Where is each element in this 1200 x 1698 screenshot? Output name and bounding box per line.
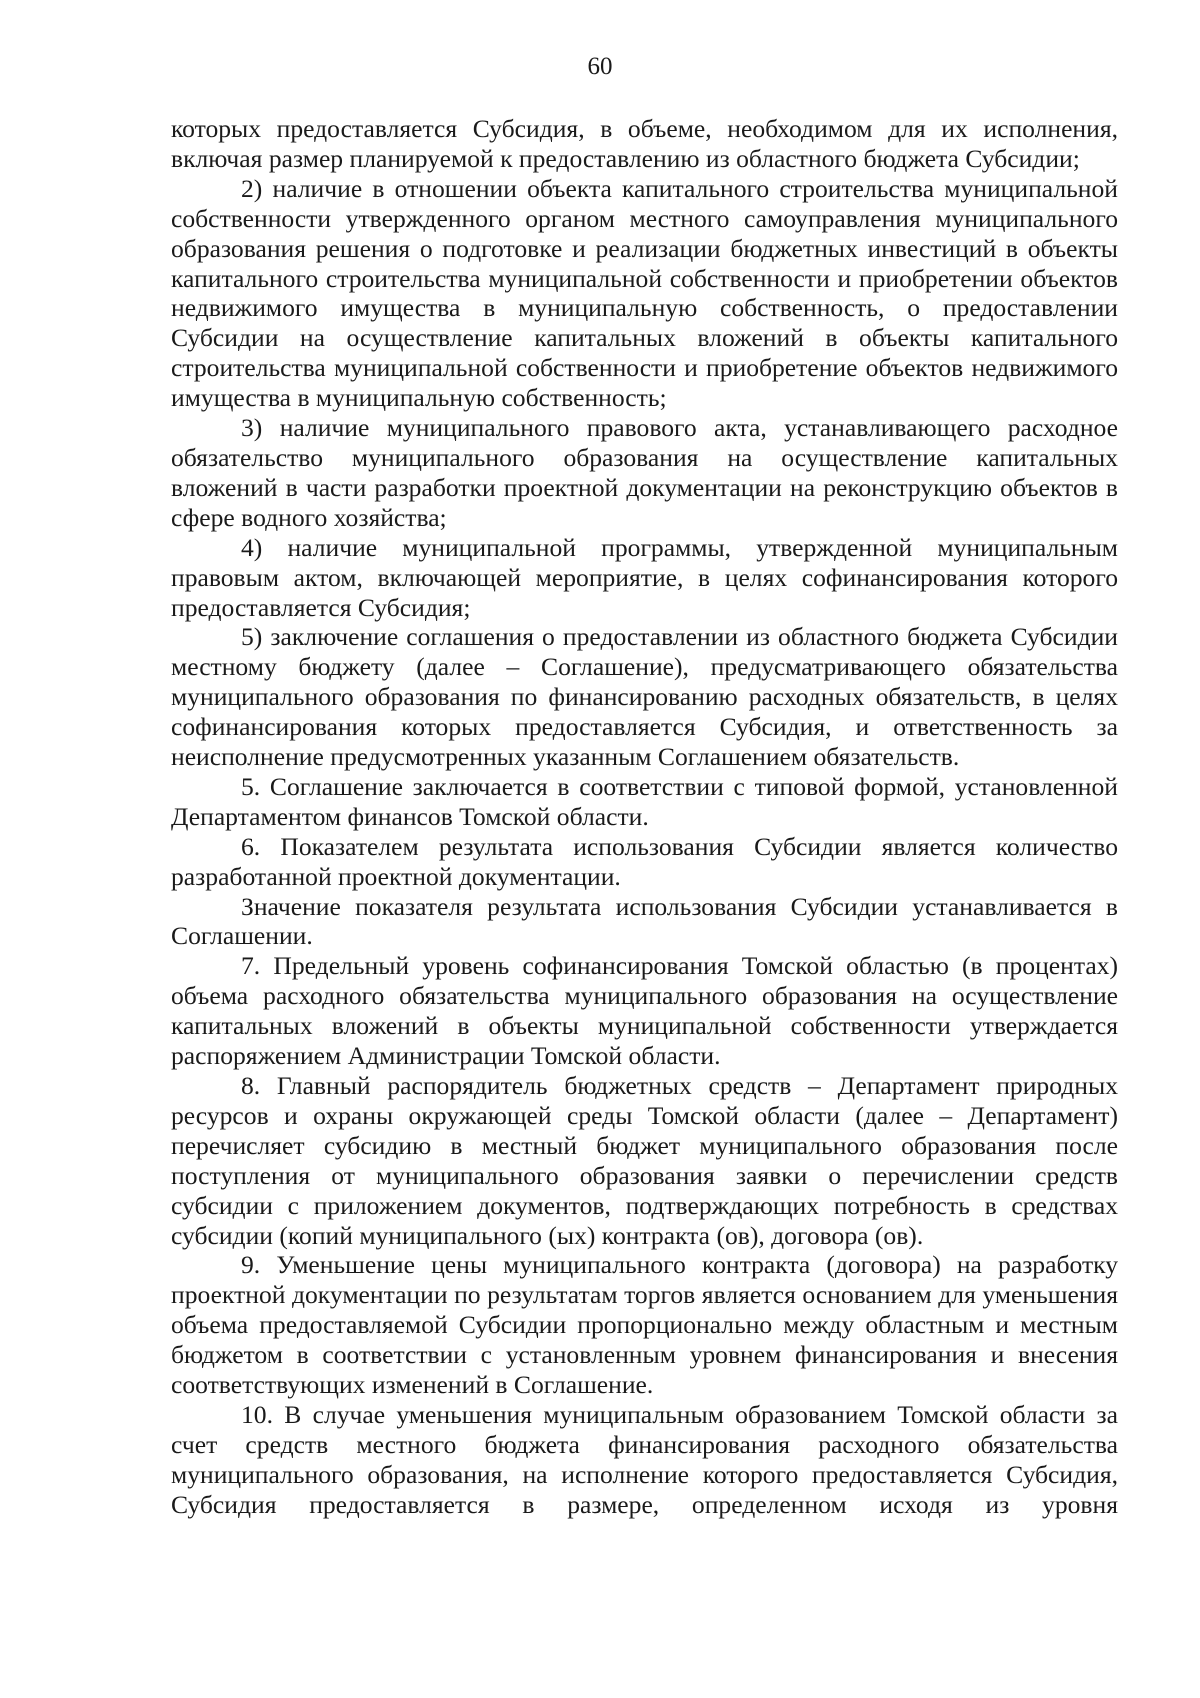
paragraph-item-4: 4) наличие муниципальной программы, утвержденной муниципальным правовым актом, включающей мероприятие, в целях софинансирования которого предоставляется Субсидия; — [171, 532, 1118, 622]
paragraph-item-2: 2) наличие в отношении объекта капитального строительства муниципальной собственности утвержденного органом местного самоуправления муниципального образования решения о подготовке и реализации бюджетных инвестиций в объекты капитального строительства муниципальной собственности и приобретении объектов недвижимого имущества в муниципальную собственность, о предоставлении Субсидии на осуществление капитальных вложений в объекты капитального строительства муниципальной собственности и приобретение объектов недвижимого имущества в муниципальную собственность; — [171, 173, 1118, 413]
paragraph-clause-6: 6. Показателем результата использования Субсидии является количество разработанной проектной документации. — [171, 831, 1118, 891]
paragraph-item-5: 5) заключение соглашения о предоставлении из областного бюджета Субсидии местному бюджету (далее – Соглашение), предусматривающего обязательства муниципального образования по финансированию расходных обязательств, в целях софинансирования которых предоставляется Субсидия, и ответственность за неисполнение предусмотренных указанным Соглашением обязательств. — [171, 622, 1118, 772]
paragraph-clause-8: 8. Главный распорядитель бюджетных средств – Департамент природных ресурсов и охраны окружающей среды Томской области (далее – Департамент) перечисляет субсидию в местный бюджет муниципального образования после поступления от муниципального образования заявки о перечислении средств субсидии с приложением документов, подтверждающих потребность в средствах субсидии (копий муниципального (ых) контракта (ов), договора (ов). — [171, 1071, 1118, 1250]
paragraph-item-3: 3) наличие муниципального правового акта, устанавливающего расходное обязательство муниципального образования на осуществление капитальных вложений в части разработки проектной документации на реконструкцию объектов в сфере водного хозяйства; — [171, 413, 1118, 532]
document-body — [171, 114, 1118, 1520]
paragraph-clause-9: 9. Уменьшение цены муниципального контракта (договора) на разработку проектной документации по результатам торгов является основанием для уменьшения объема предоставляемой Субсидии пропорционально между областным и местным бюджетом в соответствии с установленным уровнем финансирования и внесения соответствующих изменений в Соглашение. — [171, 1250, 1118, 1400]
page-number: 60 — [587, 53, 613, 80]
paragraph-indicator-value: Значение показателя результата использования Субсидии устанавливается в Соглашении. — [171, 891, 1118, 951]
paragraph-clause-7: 7. Предельный уровень софинансирования Томской областью (в процентах) объема расходного обязательства муниципального образования на осуществление капитальных вложений в объекты муниципальной собственности утверждается распоряжением Администрации Томской области. — [171, 951, 1118, 1071]
paragraph-clause-5: 5. Соглашение заключается в соответствии с типовой формой, установленной Департаментом финансов Томской области. — [171, 771, 1118, 831]
paragraph-clause-10: 10. В случае уменьшения муниципальным образованием Томской области за счет средств местного бюджета финансирования расходного обязательства муниципального образования, на исполнение которого предоставляется Субсидия, Субсидия предоставляется в размере, определенном исходя из уровня — [171, 1399, 1118, 1519]
paragraph-continuation: которых предоставляется Субсидия, в объеме, необходимом для их исполнения, включая размер планируемой к предоставлению из областного бюджета Субсидии; — [171, 114, 1118, 173]
